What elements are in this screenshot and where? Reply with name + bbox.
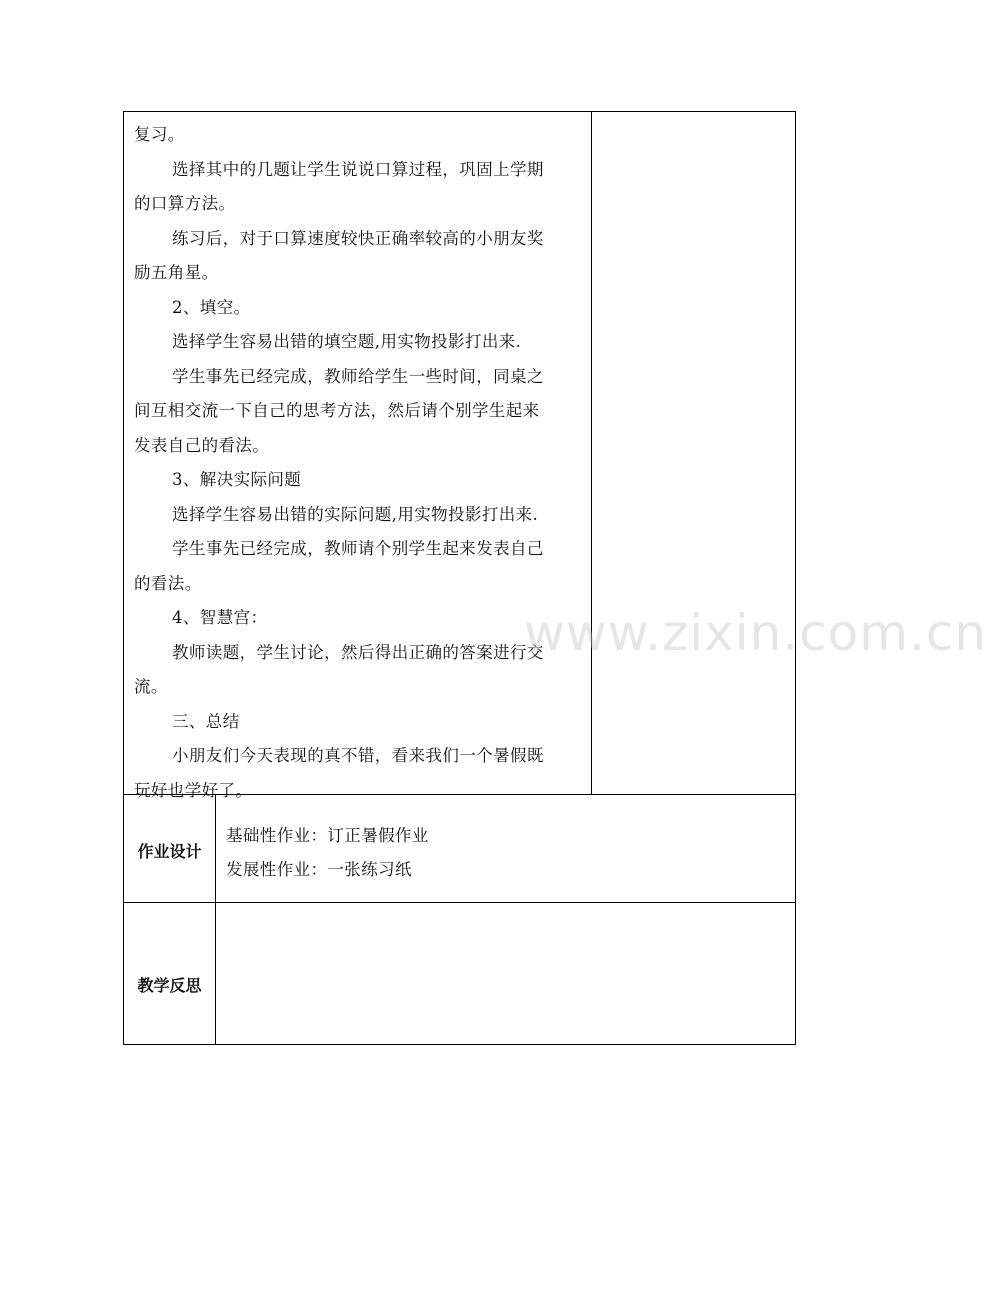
lesson-plan-table [123,111,796,1045]
section-heading-fill-blank: 2、填空。 [172,297,251,317]
section-heading-wisdom-palace: 4、智慧宫： [172,608,268,627]
teaching-process-cell [124,112,592,800]
text-line-review: 复习。 [134,125,185,144]
text-line: 学生事先已经完成，教师请个别学生起来发表自己 [172,539,544,558]
notes-cell-empty [592,112,795,794]
section-heading-practical-problems: 3、解决实际问题 [172,470,302,489]
text-line: 学生事先已经完成，教师给学生一些时间，同桌之 [172,366,544,386]
text-line: 间互相交流一下自己的思考方法，然后请个别学生起来 [134,401,540,420]
watermark: www.zixin.com.cn [524,604,987,662]
text-line: 选择学生容易出错的填空题,用实物投影打出来. [172,332,522,351]
homework-basic: 基础性作业：订正暑假作业 [226,826,429,845]
text-line: 小朋友们今天表现的真不错，看来我们一个暑假既 [172,746,544,765]
text-line: 练习后，对于口算速度较快正确率较高的小朋友奖 [172,228,544,248]
reflection-label: 教学反思 [124,903,216,1044]
homework-label: 作业设计 [124,795,216,902]
teaching-process-row [124,112,795,800]
text-line: 玩好也学好了。 [134,780,253,800]
text-line: 教师读题，学生讨论，然后得出正确的答案进行交 [172,642,544,662]
teaching-reflection-row [124,903,795,1044]
text-line: 的口算方法。 [134,194,236,213]
homework-developmental: 发展性作业：一张练习纸 [226,860,412,879]
text-line: 选择其中的几题让学生说说口算过程，巩固上学期 [172,159,544,179]
text-line: 的看法。 [134,573,202,593]
reflection-content-cell-empty [217,903,795,1068]
text-line: 励五角星。 [134,263,219,282]
text-line: 选择学生容易出错的实际问题,用实物投影打出来. [172,504,539,524]
text-line: 发表自己的看法。 [134,435,270,455]
section-heading-summary: 三、总结 [172,711,240,731]
homework-design-row [124,795,795,903]
text-line: 流。 [134,677,168,696]
